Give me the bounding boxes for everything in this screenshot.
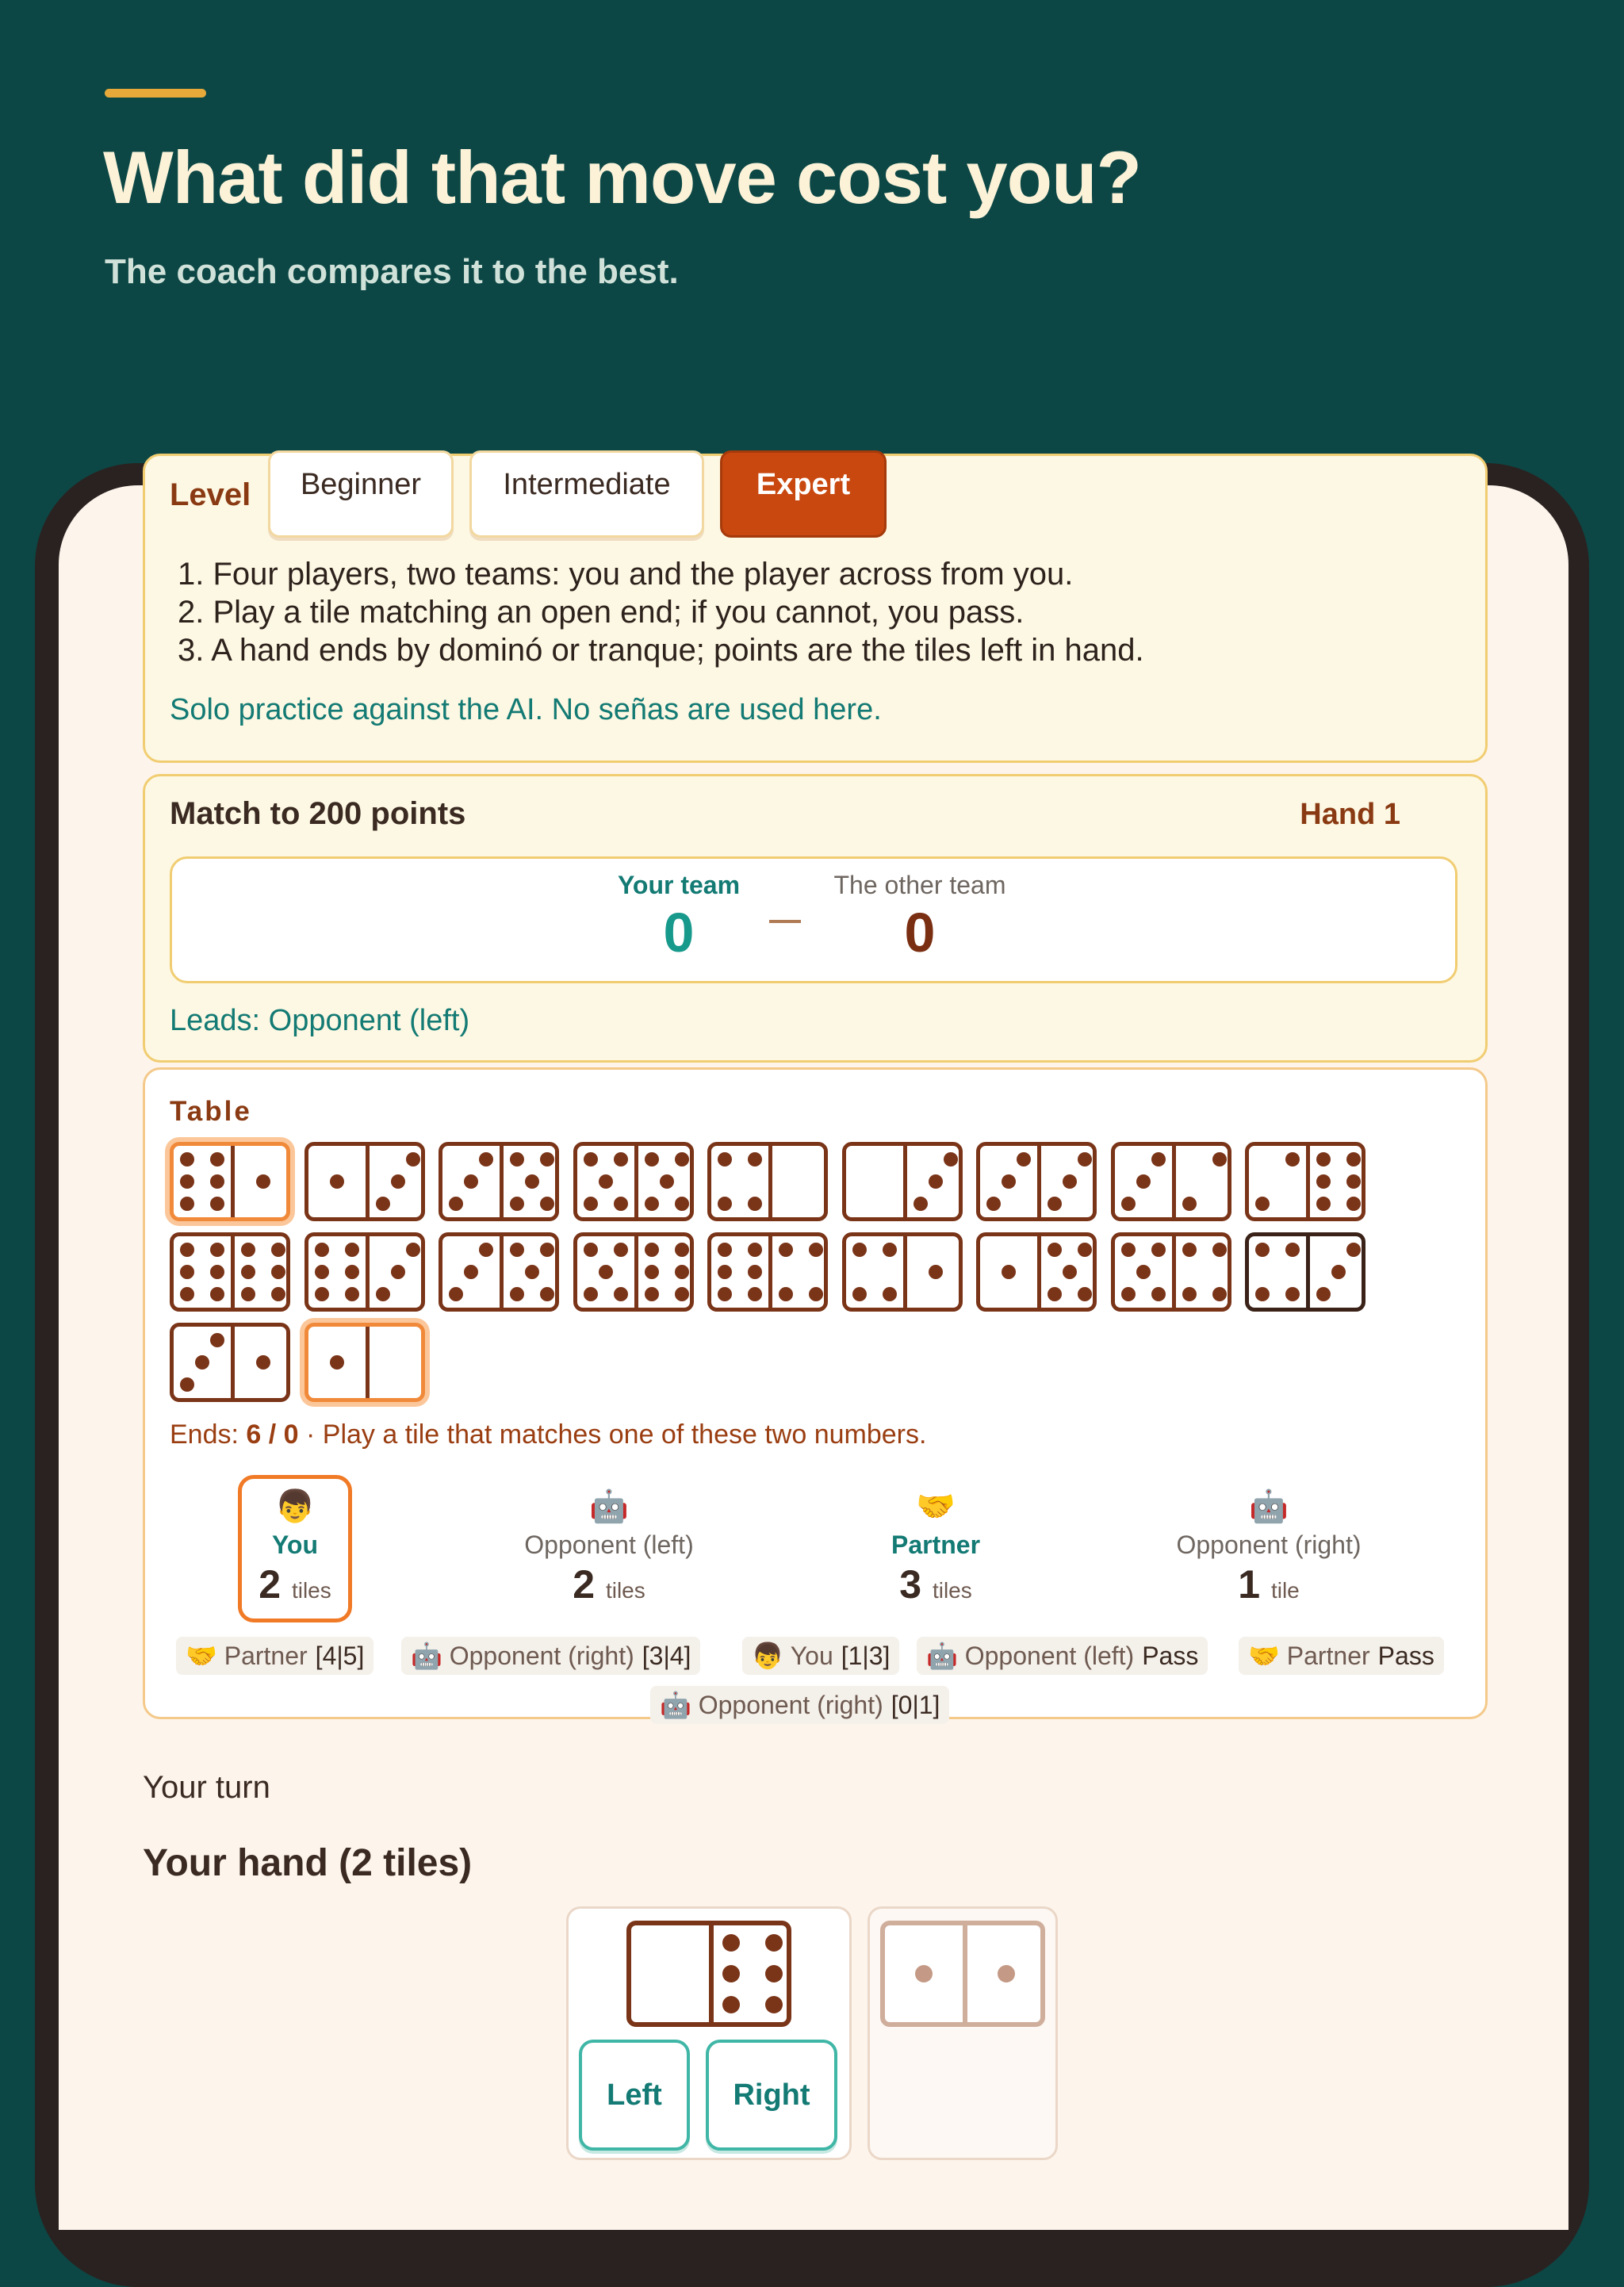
pip — [718, 1287, 732, 1301]
pip — [256, 1174, 270, 1189]
pip — [330, 1355, 344, 1370]
history-player: Opponent (left) — [964, 1641, 1135, 1670]
hero-accent-bar — [105, 89, 206, 98]
table-domino-6-3 — [304, 1232, 425, 1312]
robot-emoji-icon: 🤖 — [926, 1642, 958, 1670]
hero-subtitle: The coach compares it to the best. — [105, 252, 679, 291]
pip — [1346, 1174, 1361, 1189]
robot-emoji-icon: 🤖 — [660, 1691, 691, 1719]
pip — [210, 1243, 224, 1257]
history-chip — [1239, 1637, 1444, 1675]
level-beginner-button[interactable]: Beginner — [268, 450, 454, 538]
robot-emoji-icon: 🤖 — [1249, 1489, 1289, 1524]
pip — [449, 1197, 463, 1211]
pip — [241, 1243, 255, 1257]
pip — [479, 1152, 493, 1166]
history-player: Opponent (right) — [449, 1641, 634, 1670]
table-domino-1-5 — [976, 1232, 1097, 1312]
app-screen — [59, 468, 1568, 2230]
pip — [330, 1174, 344, 1189]
pip — [1063, 1174, 1077, 1189]
pip — [1078, 1243, 1092, 1257]
tile-unit: tiles — [605, 1578, 645, 1603]
history-move: Pass — [1377, 1641, 1434, 1670]
pip — [929, 1174, 943, 1189]
pip — [1316, 1287, 1331, 1301]
pip — [345, 1243, 359, 1257]
pip — [391, 1174, 405, 1189]
handshake-emoji-icon: 🤝 — [1248, 1642, 1280, 1670]
handshake-emoji-icon: 🤝 — [186, 1642, 217, 1670]
pip — [765, 1934, 783, 1952]
pip — [944, 1152, 958, 1166]
pip — [645, 1152, 659, 1166]
pip — [1017, 1152, 1031, 1166]
table-domino-6-6 — [170, 1232, 290, 1312]
pip — [345, 1265, 359, 1279]
turn-indicator: Your turn — [143, 1770, 270, 1805]
pip — [1212, 1243, 1227, 1257]
tile-unit: tile — [1270, 1578, 1300, 1603]
pip — [1346, 1243, 1361, 1257]
player-name: You — [271, 1530, 319, 1559]
pip — [748, 1152, 762, 1166]
pip — [271, 1287, 285, 1301]
history-chip — [650, 1686, 949, 1724]
pip — [180, 1152, 194, 1166]
pip — [271, 1243, 285, 1257]
pip — [852, 1287, 867, 1301]
level-expert-button[interactable]: Expert — [720, 450, 887, 538]
pip — [1048, 1197, 1062, 1211]
pip — [1151, 1152, 1166, 1166]
pip — [180, 1265, 194, 1279]
pip — [809, 1287, 823, 1301]
pip — [765, 1996, 783, 2013]
pip — [525, 1265, 539, 1279]
play-left-button[interactable]: Left — [579, 2040, 690, 2151]
history-player: Partner — [1286, 1641, 1370, 1670]
pip — [1002, 1174, 1016, 1189]
pip — [1136, 1174, 1151, 1189]
table-domino-3-3 — [976, 1142, 1097, 1221]
pip — [376, 1287, 390, 1301]
history-player: Partner — [224, 1641, 308, 1670]
pip — [929, 1265, 943, 1279]
pip — [525, 1174, 539, 1189]
pip — [1151, 1243, 1166, 1257]
match-title: Match to 200 points — [170, 796, 466, 831]
pip — [1331, 1265, 1346, 1279]
pip — [1285, 1287, 1300, 1301]
pip — [210, 1287, 224, 1301]
leads-info: Leads: Opponent (left) — [170, 1004, 470, 1037]
player-partner — [891, 1486, 980, 1607]
pip — [779, 1287, 793, 1301]
pip — [406, 1152, 420, 1166]
pip — [210, 1197, 224, 1211]
table-title: Table — [170, 1096, 252, 1127]
pip — [256, 1355, 270, 1370]
pip — [510, 1197, 524, 1211]
table-domino-4-3 — [1245, 1232, 1365, 1312]
history-move: [1|3] — [841, 1641, 891, 1670]
pip — [180, 1174, 194, 1189]
pip — [210, 1152, 224, 1166]
hand-domino-0-6[interactable] — [626, 1921, 791, 2027]
pip — [1346, 1197, 1361, 1211]
rules-note: Solo practice against the AI. No señas are used here. — [170, 693, 882, 726]
end-left-value: 6 — [246, 1419, 262, 1450]
player-opponent-left — [524, 1486, 693, 1607]
pip — [718, 1152, 732, 1166]
pip — [748, 1287, 762, 1301]
pip — [883, 1287, 897, 1301]
pip — [998, 1965, 1015, 1982]
pip — [479, 1243, 493, 1257]
table-domino-1-0 — [304, 1323, 425, 1402]
history-chip — [742, 1637, 899, 1675]
pip — [1151, 1287, 1166, 1301]
other-team-score: 0 — [904, 902, 936, 963]
hand-title: Your hand (2 tiles) — [143, 1842, 473, 1884]
pip — [210, 1174, 224, 1189]
player-name: Opponent (left) — [524, 1530, 694, 1559]
pip — [675, 1243, 689, 1257]
pip — [540, 1243, 554, 1257]
tile-unit: tiles — [932, 1578, 972, 1603]
pip — [540, 1197, 554, 1211]
pip — [271, 1265, 285, 1279]
history-player: Opponent (right) — [698, 1690, 883, 1719]
pip — [614, 1197, 628, 1211]
pip — [1182, 1243, 1197, 1257]
level-label: Level — [170, 477, 251, 512]
pip — [748, 1197, 762, 1211]
pip — [1285, 1243, 1300, 1257]
pip — [675, 1197, 689, 1211]
tile-count: 2 — [259, 1562, 282, 1607]
pip — [1121, 1287, 1136, 1301]
level-intermediate-button[interactable]: Intermediate — [469, 450, 704, 538]
pip — [540, 1287, 554, 1301]
pip — [1255, 1287, 1270, 1301]
robot-emoji-icon: 🤖 — [589, 1489, 629, 1524]
table-domino-6-4 — [707, 1232, 828, 1312]
tile-count: 3 — [899, 1562, 922, 1607]
pip — [464, 1174, 478, 1189]
handshake-emoji-icon: 🤝 — [916, 1489, 956, 1524]
history-move: Pass — [1142, 1641, 1199, 1670]
pip — [660, 1174, 674, 1189]
ends-suffix: · Play a tile that matches one of these two numbers. — [298, 1419, 927, 1450]
pip — [1078, 1152, 1092, 1166]
history-chip — [917, 1637, 1208, 1675]
pip — [883, 1243, 897, 1257]
person-emoji-icon: 👦 — [275, 1489, 315, 1524]
pip — [718, 1265, 732, 1279]
pip — [614, 1287, 628, 1301]
history-chip — [401, 1637, 700, 1675]
pip — [779, 1243, 793, 1257]
pip — [1078, 1287, 1092, 1301]
pip — [614, 1152, 628, 1166]
table-domino-5-6 — [573, 1232, 694, 1312]
pip — [210, 1265, 224, 1279]
pip — [1182, 1197, 1197, 1211]
table-domino-1-3 — [304, 1142, 425, 1221]
table-domino-4-0 — [707, 1142, 828, 1221]
pip — [584, 1197, 598, 1211]
your-team-label: Your team — [617, 871, 741, 899]
pip — [315, 1243, 329, 1257]
pip — [614, 1243, 628, 1257]
pip — [1136, 1265, 1151, 1279]
pip — [1048, 1243, 1062, 1257]
player-name: Opponent (right) — [1176, 1530, 1362, 1559]
pip — [464, 1265, 478, 1279]
pip — [1316, 1197, 1331, 1211]
pip — [1285, 1152, 1300, 1166]
pip — [584, 1152, 598, 1166]
pip — [584, 1243, 598, 1257]
pip — [210, 1333, 224, 1347]
hand-domino-1-1 — [880, 1921, 1045, 2027]
other-team-label: The other team — [833, 871, 1006, 899]
pip — [722, 1934, 740, 1952]
history-move: [3|4] — [642, 1641, 691, 1670]
pip — [986, 1197, 1001, 1211]
pip — [1316, 1174, 1331, 1189]
pip — [241, 1265, 255, 1279]
history-move: [0|1] — [891, 1690, 940, 1719]
pip — [1048, 1287, 1062, 1301]
tile-count: 1 — [1238, 1562, 1261, 1607]
pip — [345, 1287, 359, 1301]
ends-info — [170, 1419, 926, 1450]
pip — [718, 1243, 732, 1257]
history-chip — [176, 1637, 373, 1675]
pip — [1212, 1152, 1227, 1166]
pip — [915, 1965, 933, 1982]
pip — [645, 1265, 659, 1279]
table-domino-5-4 — [1111, 1232, 1231, 1312]
pip — [599, 1174, 613, 1189]
pip — [180, 1377, 194, 1392]
pip — [748, 1265, 762, 1279]
pip — [1255, 1243, 1270, 1257]
pip — [675, 1287, 689, 1301]
pip — [675, 1265, 689, 1279]
table-domino-3-2 — [1111, 1142, 1231, 1221]
end-separator: / — [261, 1419, 284, 1450]
scoreboard — [170, 856, 1457, 983]
pip — [315, 1265, 329, 1279]
hero-title: What did that move cost you? — [103, 136, 1141, 219]
pip — [765, 1965, 783, 1982]
table-domino-3-1 — [170, 1323, 290, 1402]
pip — [449, 1287, 463, 1301]
table-domino-0-3 — [842, 1142, 963, 1221]
rule-3: 3. A hand ends by dominó or tranque; points are the tiles left in hand. — [178, 633, 1144, 668]
pip — [1346, 1152, 1361, 1166]
pip — [675, 1152, 689, 1166]
player-you — [259, 1486, 331, 1607]
player-opponent-right — [1176, 1486, 1361, 1607]
rule-1: 1. Four players, two teams: you and the player across from you. — [178, 557, 1074, 592]
score-separator — [769, 920, 801, 923]
pip — [1182, 1287, 1197, 1301]
pip — [718, 1197, 732, 1211]
table-domino-5-5 — [573, 1142, 694, 1221]
pip — [510, 1287, 524, 1301]
pip — [1002, 1265, 1016, 1279]
pip — [315, 1287, 329, 1301]
history-player: You — [790, 1641, 833, 1670]
pip — [1063, 1265, 1077, 1279]
pip — [180, 1287, 194, 1301]
pip — [852, 1243, 867, 1257]
player-name: Partner — [891, 1530, 981, 1559]
tile-unit: tiles — [291, 1578, 331, 1603]
pip — [645, 1197, 659, 1211]
table-domino-3-5 — [439, 1232, 559, 1312]
pip — [1121, 1243, 1136, 1257]
play-right-button[interactable]: Right — [706, 2040, 837, 2151]
rule-2: 2. Play a tile matching an open end; if you cannot, you pass. — [178, 595, 1025, 630]
pip — [241, 1287, 255, 1301]
pip — [645, 1243, 659, 1257]
pip — [748, 1243, 762, 1257]
pip — [809, 1243, 823, 1257]
table-domino-2-6 — [1245, 1142, 1365, 1221]
pip — [195, 1355, 209, 1370]
pip — [645, 1287, 659, 1301]
hand-number: Hand 1 — [1300, 798, 1400, 831]
pip — [180, 1197, 194, 1211]
pip — [391, 1265, 405, 1279]
pip — [584, 1287, 598, 1301]
pip — [722, 1996, 740, 2013]
pip — [540, 1152, 554, 1166]
ends-prefix: Ends: — [170, 1419, 247, 1450]
pip — [722, 1965, 740, 1982]
robot-emoji-icon: 🤖 — [411, 1642, 442, 1670]
end-right-value: 0 — [283, 1419, 299, 1450]
pip — [1212, 1287, 1227, 1301]
person-emoji-icon: 👦 — [752, 1642, 783, 1670]
history-move: [4|5] — [315, 1641, 365, 1670]
pip — [914, 1197, 928, 1211]
table-domino-6-1 — [170, 1142, 290, 1221]
pip — [510, 1152, 524, 1166]
pip — [376, 1197, 390, 1211]
pip — [510, 1243, 524, 1257]
pip — [1255, 1197, 1270, 1211]
pip — [1121, 1197, 1136, 1211]
table-domino-4-1 — [842, 1232, 963, 1312]
tile-count: 2 — [573, 1562, 596, 1607]
pip — [1316, 1152, 1331, 1166]
pip — [180, 1243, 194, 1257]
table-domino-3-5 — [439, 1142, 559, 1221]
pip — [599, 1265, 613, 1279]
pip — [406, 1243, 420, 1257]
your-team-score: 0 — [663, 902, 695, 963]
